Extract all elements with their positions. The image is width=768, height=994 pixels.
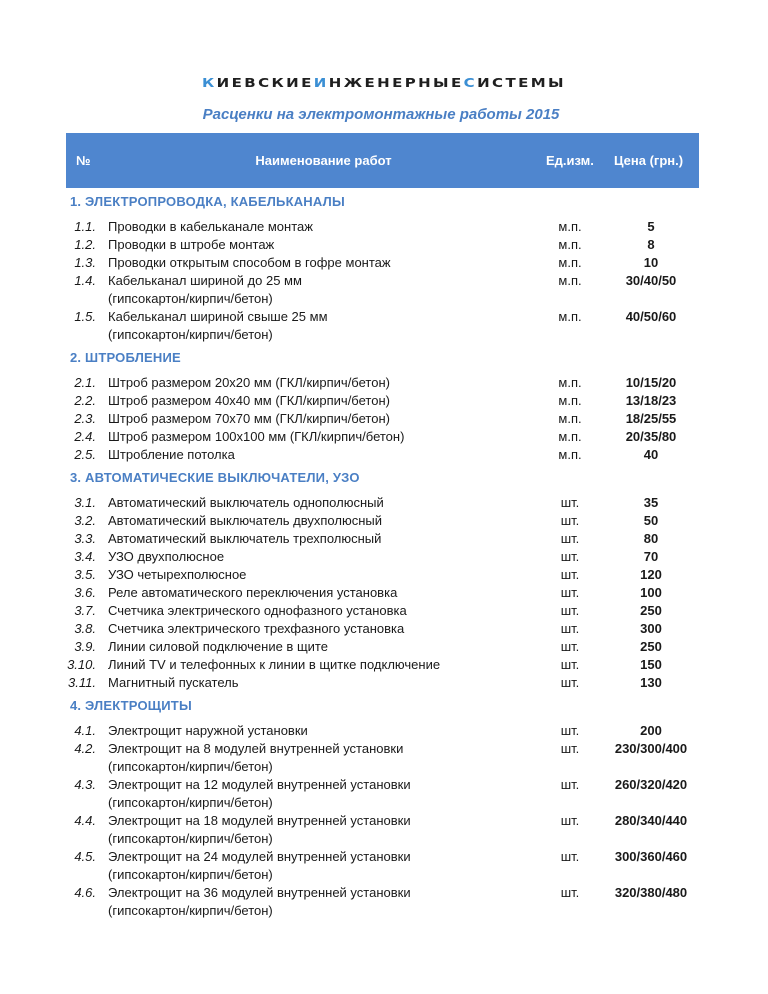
row-unit: шт. (560, 777, 580, 792)
row-number: 2.1. (74, 375, 96, 390)
row-unit: м.п. (558, 447, 582, 462)
row-name-line1: Штроб размером 70х70 мм (ГКЛ/кирпич/бетон) (108, 411, 390, 426)
row-unit: м.п. (558, 309, 582, 324)
row-name-line1: Магнитный пускатель (108, 675, 239, 690)
section-title: 4. ЭЛЕКТРОЩИТЫ (70, 698, 192, 713)
row-name-line1: Линии силовой подключение в щите (108, 639, 328, 654)
row-number: 3.8. (74, 621, 96, 636)
row-name (108, 374, 548, 392)
row-name-line1: Электрощит на 8 модулей внутренней установки (108, 741, 404, 756)
table-header (66, 133, 699, 188)
row-number: 4.1. (74, 723, 96, 738)
row-unit: шт. (560, 741, 580, 756)
row-price: 300/360/460 (614, 849, 688, 864)
row-price: 250 (640, 639, 662, 654)
row-number: 4.2. (74, 741, 96, 756)
row-name-line1: Электрощит на 24 модулей внутренней установки (108, 849, 411, 864)
row-price: 230/300/400 (614, 741, 688, 756)
row-name (108, 602, 548, 620)
row-unit: м.п. (558, 219, 582, 234)
row-price: 100 (640, 585, 662, 600)
row-name-line1: Автоматический выключатель трехполюсный (108, 531, 382, 546)
row-name-line2: (гипсокартон/кирпич/бетон) (108, 903, 273, 918)
row-unit: шт. (560, 567, 580, 582)
row-name (108, 776, 548, 812)
row-name (108, 620, 548, 638)
company-logo: КИЕВСКИЕИНЖЕНЕРНЫЕСИСТЕМЫ (202, 75, 566, 91)
row-number: 1.4. (74, 273, 96, 288)
row-name-line2: (гипсокартон/кирпич/бетон) (108, 759, 273, 774)
row-unit: шт. (560, 885, 580, 900)
row-name (108, 884, 548, 920)
row-price: 30/40/50 (625, 273, 677, 288)
row-unit: шт. (560, 813, 580, 828)
row-name-line2: (гипсокартон/кирпич/бетон) (108, 867, 273, 882)
row-name-line1: Счетчика электрического трехфазного установка (108, 621, 405, 636)
row-unit: м.п. (558, 393, 582, 408)
row-number: 3.2. (74, 513, 96, 528)
section-title: 2. ШТРОБЛЕНИЕ (70, 350, 181, 365)
row-name (108, 584, 548, 602)
header-unit: Ед.изм. (546, 153, 594, 168)
row-number: 3.7. (74, 603, 96, 618)
row-price: 260/320/420 (614, 777, 688, 792)
row-name-line1: Кабельканал шириной свыше 25 мм (108, 309, 328, 324)
row-unit: м.п. (558, 429, 582, 444)
header-price: Цена (грн.) (614, 153, 684, 168)
row-price: 35 (643, 495, 659, 510)
section-title: 1. ЭЛЕКТРОПРОВОДКА, КАБЕЛЬКАНАЛЫ (70, 194, 345, 209)
row-name (108, 410, 548, 428)
row-name (108, 218, 548, 236)
row-name-line1: Проводки в кабельканале монтаж (108, 219, 313, 234)
row-name-line2: (гипсокартон/кирпич/бетон) (108, 291, 273, 306)
row-price: 70 (643, 549, 659, 564)
row-name-line1: Проводки в штробе монтаж (108, 237, 275, 252)
row-number: 1.5. (74, 309, 96, 324)
row-number: 1.3. (74, 255, 96, 270)
row-unit: м.п. (558, 375, 582, 390)
row-number: 3.6. (74, 585, 96, 600)
row-price: 150 (640, 657, 662, 672)
row-name-line1: Электрощит на 18 модулей внутренней установки (108, 813, 411, 828)
row-name-line2: (гипсокартон/кирпич/бетон) (108, 327, 273, 342)
row-unit: шт. (560, 621, 580, 636)
row-price: 5 (647, 219, 655, 234)
row-name (108, 722, 548, 740)
section-title: 3. АВТОМАТИЧЕСКИЕ ВЫКЛЮЧАТЕЛИ, УЗО (70, 470, 360, 485)
row-number: 3.5. (74, 567, 96, 582)
row-price: 10/15/20 (625, 375, 677, 390)
row-number: 1.1. (74, 219, 96, 234)
row-name-line1: Кабельканал шириной до 25 мм (108, 273, 302, 288)
row-number: 3.10. (67, 657, 96, 672)
row-name-line1: УЗО двухполюсное (108, 549, 225, 564)
row-price: 50 (643, 513, 659, 528)
row-number: 4.4. (74, 813, 96, 828)
row-name-line1: Реле автоматического переключения установка (108, 585, 398, 600)
row-price: 300 (640, 621, 662, 636)
row-name (108, 428, 548, 446)
row-price: 120 (640, 567, 662, 582)
row-name (108, 740, 548, 776)
row-name (108, 530, 548, 548)
row-name (108, 848, 548, 884)
row-unit: шт. (560, 585, 580, 600)
row-price: 13/18/23 (625, 393, 677, 408)
row-unit: шт. (560, 549, 580, 564)
row-unit: шт. (560, 513, 580, 528)
row-name-line1: Штроб размером 20х20 мм (ГКЛ/кирпич/бетон) (108, 375, 390, 390)
row-price: 200 (640, 723, 662, 738)
row-number: 1.2. (74, 237, 96, 252)
row-unit: м.п. (558, 237, 582, 252)
row-name (108, 272, 548, 308)
row-number: 2.3. (74, 411, 96, 426)
row-unit: шт. (560, 639, 580, 654)
row-price: 80 (643, 531, 659, 546)
row-name (108, 236, 548, 254)
row-price: 20/35/80 (625, 429, 677, 444)
row-name-line1: Электрощит наружной установки (108, 723, 308, 738)
row-unit: шт. (560, 675, 580, 690)
row-name (108, 548, 548, 566)
row-unit: шт. (560, 849, 580, 864)
row-name-line1: Линий TV и телефонных к линии в щитке подключение (108, 657, 441, 672)
row-number: 3.11. (68, 675, 96, 690)
row-number: 2.2. (74, 393, 96, 408)
row-price: 10 (643, 255, 659, 270)
row-name-line2: (гипсокартон/кирпич/бетон) (108, 831, 273, 846)
row-number: 3.9. (74, 639, 96, 654)
row-price: 40/50/60 (625, 309, 677, 324)
row-name (108, 566, 548, 584)
row-number: 3.3. (74, 531, 96, 546)
row-unit: шт. (560, 657, 580, 672)
header-name: Наименование работ (255, 153, 392, 168)
row-name-line1: Проводки открытым способом в гофре монтаж (108, 255, 391, 270)
row-number: 2.4. (74, 429, 96, 444)
row-name (108, 254, 548, 272)
row-unit: м.п. (558, 411, 582, 426)
row-name (108, 308, 548, 344)
row-number: 3.4. (74, 549, 96, 564)
row-name (108, 812, 548, 848)
row-price: 40 (643, 447, 659, 462)
row-name-line1: Штробление потолка (108, 447, 235, 462)
row-unit: шт. (560, 723, 580, 738)
row-name-line1: Автоматический выключатель двухполюсный (108, 513, 382, 528)
row-name (108, 512, 548, 530)
row-name-line1: Штроб размером 100х100 мм (ГКЛ/кирпич/бетон) (108, 429, 405, 444)
row-price: 8 (647, 237, 655, 252)
row-name-line1: УЗО четырехполюсное (108, 567, 247, 582)
row-name (108, 674, 548, 692)
row-name-line2: (гипсокартон/кирпич/бетон) (108, 795, 273, 810)
row-name (108, 446, 548, 464)
row-price: 130 (640, 675, 662, 690)
row-name-line1: Автоматический выключатель однополюсный (108, 495, 384, 510)
row-name-line1: Счетчика электрического однофазного установка (108, 603, 407, 618)
row-price: 280/340/440 (614, 813, 688, 828)
row-price: 320/380/480 (614, 885, 688, 900)
row-unit: м.п. (558, 255, 582, 270)
row-number: 3.1. (74, 495, 96, 510)
row-number: 4.6. (74, 885, 96, 900)
row-name (108, 392, 548, 410)
row-name (108, 494, 548, 512)
row-number: 4.3. (74, 777, 96, 792)
row-unit: шт. (560, 495, 580, 510)
row-name-line1: Штроб размером 40х40 мм (ГКЛ/кирпич/бетон) (108, 393, 390, 408)
row-name (108, 638, 548, 656)
row-unit: шт. (560, 531, 580, 546)
row-number: 2.5. (74, 447, 96, 462)
row-number: 4.5. (74, 849, 96, 864)
row-unit: м.п. (558, 273, 582, 288)
row-price: 18/25/55 (625, 411, 677, 426)
page-title: Расценки на электромонтажные работы 2015 (202, 106, 560, 123)
header-number: № (76, 153, 91, 168)
row-name (108, 656, 548, 674)
row-name-line1: Электрощит на 36 модулей внутренней установки (108, 885, 411, 900)
row-unit: шт. (560, 603, 580, 618)
row-price: 250 (640, 603, 662, 618)
row-name-line1: Электрощит на 12 модулей внутренней установки (108, 777, 411, 792)
